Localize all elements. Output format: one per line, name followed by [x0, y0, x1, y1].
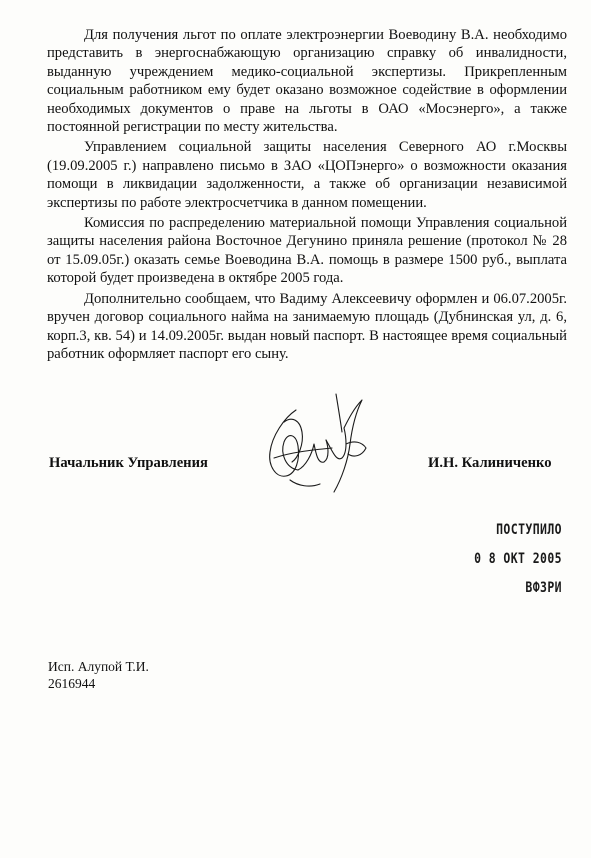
stamp-department: ВФЗРИ — [525, 580, 562, 596]
signatory-name: И.Н. Калиниченко — [428, 455, 552, 471]
stamp-received-label: ПОСТУПИЛО — [496, 522, 562, 538]
executor-phone: 2616944 — [48, 676, 96, 691]
signatory-title: Начальник Управления — [49, 455, 208, 471]
stamp-date: 0 8 ОКТ 2005 — [474, 551, 562, 567]
paragraph-2: Управлением социальной защиты населения Северного АО г.Москвы (19.09.2005 г.) направлено письмо в ЗАО «ЦОПэнерго» о возможности оказания помощи в ликвидации задолженности, а также об организации независимой экспертизы по работе электросчетчика в данном помещении. — [47, 139, 567, 211]
executor-block — [48, 658, 149, 692]
letter-body — [47, 26, 567, 365]
received-stamp — [472, 522, 562, 609]
paragraph-3: Комиссия по распределению материальной помощи Управления социальной защиты населения района Восточное Дегунино приняла решение (протокол № 28 от 15.09.05г.) оказать семье Воеводина В.А. помощь в размере 1500 руб., выплата которой будет произведена в октябре 2005 года. — [47, 215, 567, 287]
executor-name: Исп. Алупой Т.И. — [48, 659, 149, 674]
handwritten-signature — [262, 392, 372, 498]
paragraph-4: Дополнительно сообщаем, что Вадиму Алексеевичу оформлен и 06.07.2005г. вручен договор социального найма на занимаемую площадь (Дубнинская ул, д. 6, корп.3, кв. 54) и 14.09.2005г. выдан новый паспорт. В настоящее время социальный работник оформляет паспорт его сыну. — [47, 290, 567, 362]
paragraph-1: Для получения льгот по оплате электроэнергии Воеводину В.А. необходимо представить в энергоснабжающую организацию справку об инвалидности, выданную учреждением медико-социальной экспертизы. Прикрепленным социальным работником ему будет оказано возможное содействие в оформлении необходимых документов о праве на льготы в ОАО «Мосэнерго», а также постоянной регистрации по месту жительства. — [47, 27, 567, 136]
